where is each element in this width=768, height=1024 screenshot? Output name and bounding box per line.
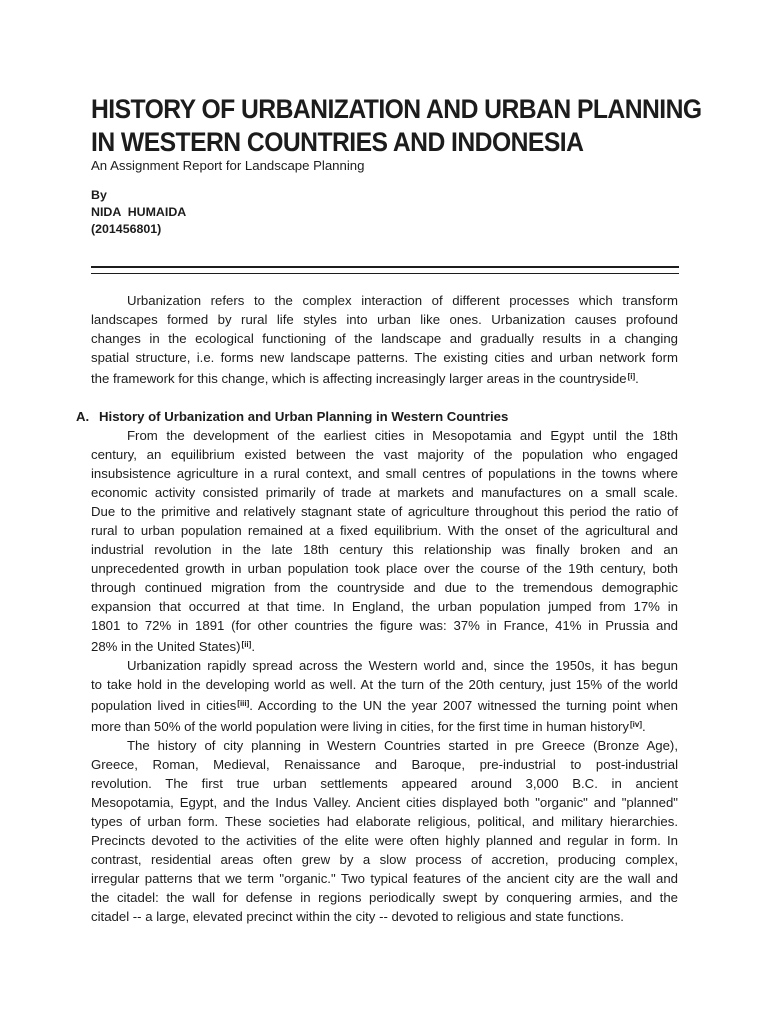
document-subtitle: An Assignment Report for Landscape Planning	[91, 158, 365, 173]
para-line: contrast, residential areas often grew by a slow process of accretion, producing complex,	[91, 852, 678, 867]
para-line: Mesopotamia, Egypt, and the Indus Valley. Ancient cities displayed both "organic" and "planned"	[91, 795, 678, 810]
section-title: History of Urbanization and Urban Planning in Western Countries	[99, 409, 509, 424]
para-line: economic activity consisted primarily of trade at markets and manufactures on a small scale.	[91, 485, 678, 500]
title-line-1: HISTORY OF URBANIZATION AND URBAN PLANNING	[91, 94, 702, 124]
para-line: industrial revolution in the late 18th century this relationship was finally broken and an	[91, 542, 678, 557]
intro-line: landscapes formed by rural life styles into urban like ones. Urbanization causes profound	[91, 312, 678, 327]
para-line: insubsistence agriculture in a rural context, and small centres of populations in the towns where	[91, 466, 678, 481]
para-line: revolution. The first true urban settlements appeared around 3,000 B.C. in ancient	[91, 776, 678, 791]
intro-line: the framework for this change, which is affecting increasingly larger areas in the countryside	[91, 371, 627, 386]
para-line: From the development of the earliest cities in Mesopotamia and Egypt until the 18th	[127, 428, 678, 443]
para-line: irregular patterns that we term "organic." Two typical features of the ancient city are the wall and	[91, 871, 678, 886]
para-line: 28% in the United States)	[91, 639, 241, 654]
para-line: to take hold in the developing world as well. At the turn of the 20th century, just 15% of the world	[91, 677, 678, 692]
document-body	[76, 291, 678, 926]
section-a-paragraph-1	[91, 426, 678, 656]
para-line: 1801 to 72% in 1891 (for other countries the figure was: 37% in France, 41% in Prussia and	[91, 618, 678, 633]
para-line: types of urban form. These societies had elaborate religious, political, and military hierarchies.	[91, 814, 678, 829]
section-a-heading	[76, 407, 678, 426]
para-line: unprecedented growth in urban population took place over the course of the 19th century, both	[91, 561, 678, 576]
document-title	[91, 93, 702, 159]
section-a-paragraph-3	[91, 736, 678, 926]
by-label: By	[91, 188, 107, 202]
para-line-with-ref	[91, 715, 678, 736]
para-line: citadel -- a large, elevated precinct within the city -- devoted to religious and state functions.	[91, 909, 624, 924]
para-line: Precincts devoted to the activities of the elite were often highly planned and regular in form. In	[91, 833, 678, 848]
intro-line-last	[91, 367, 678, 388]
para-text: more than 50% of the world population were living in cities, for the first time in human history	[91, 719, 630, 734]
para-line: Greece, Roman, Medieval, Renaissance and Baroque, pre-industrial to post-industrial	[91, 757, 678, 772]
para-line: Urbanization rapidly spread across the Western world and, since the 1950s, it has begun	[127, 658, 678, 673]
para-line: The history of city planning in Western Countries started in pre Greece (Bronze Age),	[127, 738, 678, 753]
footnote-ref[interactable]: [iv]	[630, 720, 643, 729]
para-line: expansion that occurred at that time. In England, the urban population jumped from 17% in	[91, 599, 678, 614]
para-line: rural to urban population remained at a fixed equilibrium. With the onset of the agricultural and	[91, 523, 678, 538]
para-text: .	[642, 719, 646, 734]
intro-line: spatial structure, i.e. forms new landscape patterns. The existing cities and urban network form	[91, 350, 678, 365]
para-line-last	[91, 635, 678, 656]
para-line: century, an equilibrium existed between the vast majority of the population who engaged	[91, 447, 678, 462]
para-line: through continued migration from the countryside and due to the tremendous demographic	[91, 580, 678, 595]
para-text: . According to the UN the year 2007 witnessed the turning point when	[249, 698, 678, 713]
author-name: NIDA HUMAIDA	[91, 205, 187, 219]
intro-line: changes in the ecological functioning of the landscape and gradually results in a changing	[91, 331, 678, 346]
para-text: population lived in cities	[91, 698, 237, 713]
para-line-with-ref	[91, 694, 678, 715]
divider-rule	[91, 266, 679, 274]
para-line: the citadel: the wall for defense in regions periodically swept by conquering armies, and the	[91, 890, 678, 905]
footnote-ref[interactable]: [iii]	[237, 699, 250, 708]
para-line: Due to the primitive and relatively stagnant state of agriculture throughout this period the ratio of	[91, 504, 678, 519]
intro-paragraph	[91, 291, 678, 388]
author-block	[91, 187, 678, 238]
para-tail: .	[251, 639, 255, 654]
student-id: (201456801)	[91, 222, 162, 236]
footnote-ref[interactable]: [i]	[627, 372, 636, 381]
intro-tail: .	[635, 371, 639, 386]
section-letter: A.	[76, 409, 90, 424]
intro-line: Urbanization refers to the complex interaction of different processes which transform	[127, 293, 678, 308]
title-line-2: IN WESTERN COUNTRIES AND INDONESIA	[91, 127, 584, 157]
section-a-paragraph-2	[91, 656, 678, 736]
footnote-ref[interactable]: [ii]	[241, 640, 252, 649]
